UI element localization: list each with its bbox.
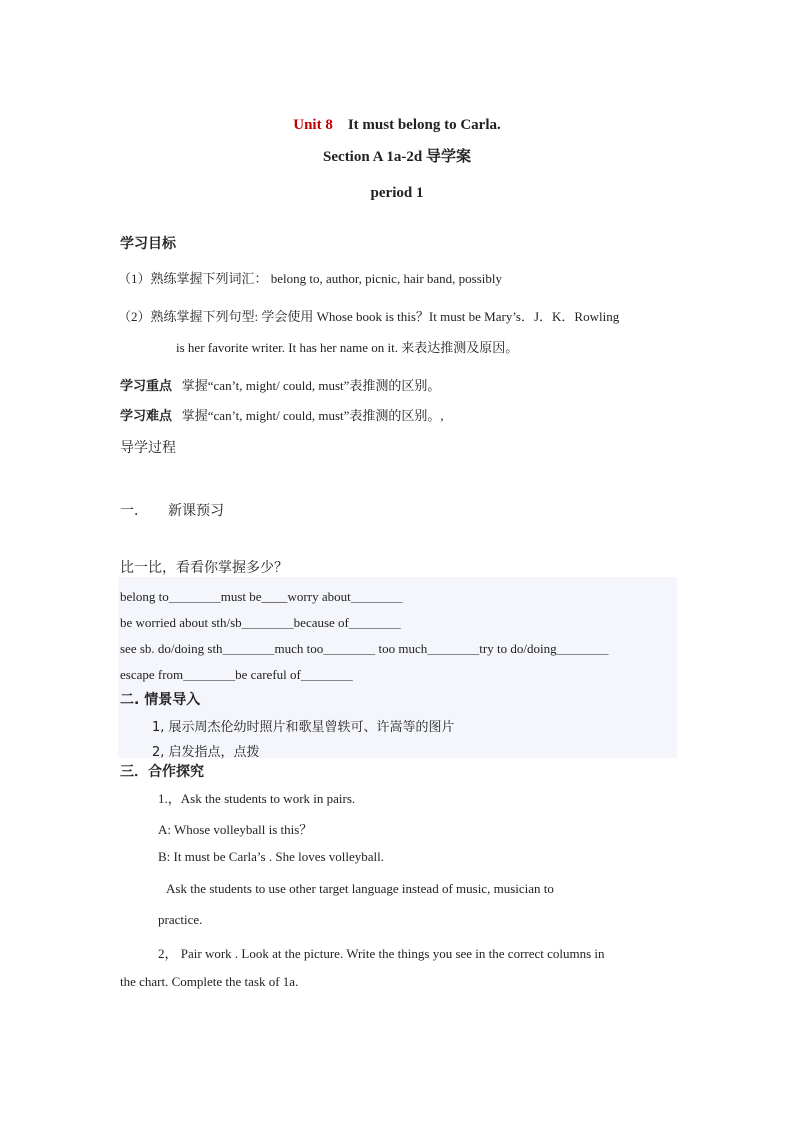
fill-blank-line-3: see sb. do/doing sth＿＿＿＿much too＿＿＿＿ too much＿＿＿＿try to do/doing＿＿＿＿ bbox=[120, 641, 609, 656]
objectives-heading: 学习目标 bbox=[120, 236, 176, 252]
part1-title: 新课预习 bbox=[168, 503, 224, 519]
part1-prompt: 比一比，看看你掌握多少？ bbox=[120, 560, 288, 576]
part2-heading: 二. 情景导入 bbox=[120, 692, 201, 708]
part3-heading: 三．合作探究 bbox=[120, 764, 204, 780]
fill-blank-line-2: be worried about sth/sb＿＿＿＿because of＿＿＿＿ bbox=[120, 615, 401, 630]
process-heading: 导学过程 bbox=[120, 440, 176, 456]
objective-item-2-line-1: （2）熟练掌握下列句型: 学会使用 Whose book is this？It must be Mary’s．J．K．Rowling bbox=[118, 309, 620, 324]
section-title: Section A 1a-2d 导学案 bbox=[323, 149, 471, 165]
difficult-points bbox=[120, 405, 444, 424]
part3-item-2-line-1: 2， Pair work . Look at the picture. Write the things you see in the correct columns in bbox=[158, 946, 605, 961]
objective-item-2-line-2: is her favorite writer. It has her name on it. 来表达推测及原因。 bbox=[176, 340, 519, 355]
part3-item-1: 1.，Ask the students to work in pairs. bbox=[158, 791, 356, 806]
instruction-line-1: Ask the students to use other target language instead of music, musician to bbox=[166, 881, 554, 896]
unit-title-text: It must belong to Carla. bbox=[347, 117, 501, 133]
part1-number: 一． bbox=[120, 504, 148, 519]
fill-blank-line-1: belong to＿＿＿＿must be____worry about＿＿＿＿ bbox=[120, 589, 403, 604]
fill-blank-line-4: escape from＿＿＿＿be careful of＿＿＿＿ bbox=[120, 667, 353, 682]
difficult-points-text: 掌握“can’t, might/ could, must”表推测的区别。, bbox=[181, 408, 444, 423]
dialog-line-b: B: It must be Carla’s . She loves volleyball. bbox=[158, 849, 385, 864]
key-points bbox=[120, 375, 440, 394]
key-points-text: 掌握“can’t, might/ could, must”表推测的区别。 bbox=[181, 378, 441, 393]
dialog-line-a: A: Whose volleyball is this？ bbox=[158, 822, 313, 837]
difficult-points-label: 学习难点 bbox=[120, 409, 173, 424]
unit-label: Unit 8 bbox=[293, 117, 333, 133]
instruction-line-2: practice. bbox=[158, 912, 203, 927]
objective-item-1: （1）熟练掌握下列词汇： belong to, author, picnic, hair band, possibly bbox=[118, 271, 503, 286]
part2-item-1: 1, 展示周杰伦幼时照片和歌星曾轶可、许嵩等的图片 bbox=[152, 720, 455, 735]
part3-item-2-line-2: the chart. Complete the task of 1a. bbox=[120, 974, 299, 989]
unit-title bbox=[0, 117, 794, 134]
period-title: period 1 bbox=[370, 185, 424, 201]
part2-item-2: 2, 启发指点，点拨 bbox=[152, 745, 260, 760]
key-points-label: 学习重点 bbox=[120, 379, 173, 394]
part1-heading bbox=[120, 500, 148, 520]
